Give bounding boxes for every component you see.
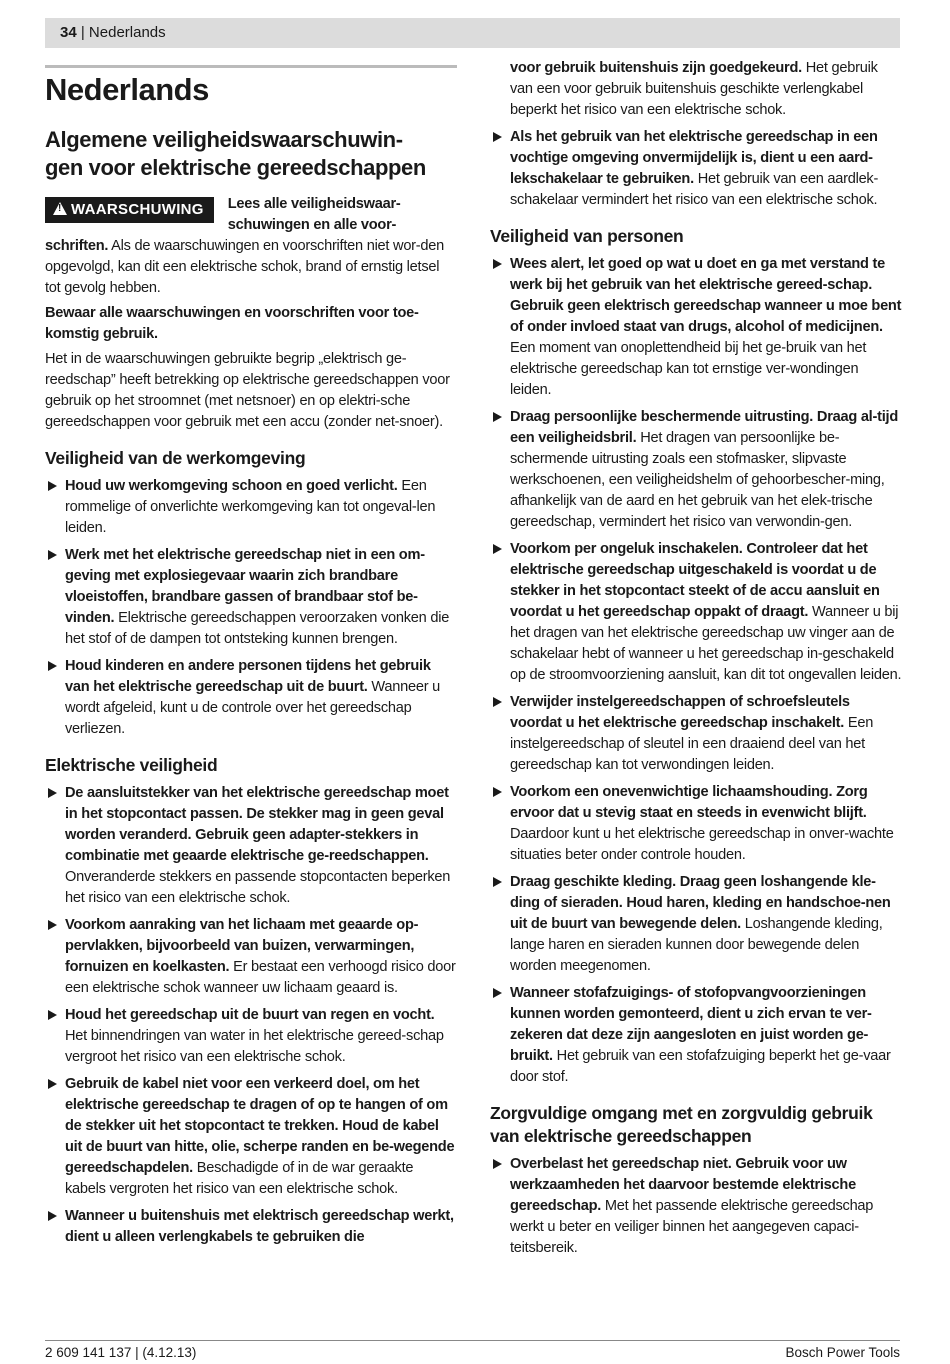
section-title-line1: Algemene veiligheidswaarschuwin-	[45, 127, 403, 152]
item-text: Het gebruik van een stofafzuiging beperkt het ge-vaar door stof.	[510, 1048, 891, 1085]
list-item	[490, 407, 902, 533]
item-text: Wanneer u wordt afgeleid, kunt u de controle over het gereedschap verliezen.	[65, 679, 441, 737]
item-bold: Overbelast het gereedschap niet. Gebruik voor uw werkzaamheden het daarvoor bestemde elektrische gereedschap.	[510, 1156, 856, 1214]
list-item	[45, 545, 457, 650]
list-item	[490, 539, 902, 686]
heading-personal: Veiligheid van personen	[490, 226, 684, 246]
item-text: Het dragen van persoonlijke be-schermende uitrusting zoals een stofmasker, slipvaste werkschoenen, een veiligheidshelm of gehoorbescher-ming, afhankelijk van de aard en het gebruik van het elek-trische gereedschap, vermindert het risico van verwondin-gen.	[510, 430, 885, 530]
item-text: Wanneer u bij het dragen van het elektrische gereedschap uw vinger aan de schakelaar hebt of wanneer u het gereedschap in-geschakeld op de stroomvoorziening aansluit, kan dit tot ongevallen leiden.	[510, 604, 902, 683]
heading-electrical: Elektrische veiligheid	[45, 755, 218, 775]
left-column	[45, 56, 457, 1254]
keep-instructions	[45, 303, 457, 345]
list-item	[45, 1074, 457, 1200]
item-text: Een instelgereedschap of sleutel in een draaiend deel van het gereedschap kan tot verwondingen leiden.	[510, 715, 874, 773]
page-header	[45, 18, 900, 48]
heading-careful-use: Zorgvuldige omgang met en zorgvuldig gebruik van elektrische gereedschappen	[490, 1103, 873, 1146]
list-item	[490, 127, 902, 211]
warning-triangle-icon	[53, 202, 67, 215]
item-bold: Werk met het elektrische gereedschap niet in een om-geving met explosiegevaar waarin zich brandbare vloeistoffen, brandbare gassen of brandbaar stof be-vinden.	[65, 547, 425, 626]
header-separator: |	[76, 24, 89, 41]
section-title	[45, 126, 457, 182]
footer-doc-number: 2 609 141 137 | (4.12.13)	[45, 1345, 197, 1360]
list-item	[45, 1206, 457, 1248]
item-text: Het gebruik van een voor gebruik buitenshuis geschikte verlengkabel beperkt het risico van een elektrische schok.	[510, 60, 878, 118]
item-bold: Voorkom per ongeluk inschakelen. Controleer dat het elektrische gereedschap uitgeschakeld is voordat u de stekker in het stopcontact steekt of de accu aansluit en voordat u het gereedschap oppakt of draagt.	[510, 541, 880, 620]
item-bold: voor gebruik buitenshuis zijn goedgekeurd.	[510, 60, 802, 76]
warning-intro-text: Als de waarschuwingen en voorschriften niet wor-den opgevolgd, kan dit een elektrische schok, brand of ernstig letsel tot gevolg hebben.	[45, 238, 445, 296]
keep-instructions-text: Bewaar alle waarschuwingen en voorschriften voor toe-komstig gebruik.	[45, 305, 419, 342]
list-item-continued	[490, 58, 902, 121]
warning-paragraph	[45, 194, 457, 299]
item-text: Het binnendringen van water in het elektrische gereed-schap vergroot het risico van een elektrische schok.	[65, 1028, 444, 1065]
list-item	[490, 692, 902, 776]
list-item	[490, 983, 902, 1088]
list-item	[490, 1154, 902, 1259]
footer-brand: Bosch Power Tools	[785, 1345, 900, 1360]
heading-work-area: Veiligheid van de werkomgeving	[45, 448, 306, 468]
list-item	[490, 254, 902, 401]
list-item	[45, 656, 457, 740]
electrical-list	[45, 783, 457, 1248]
warning-intro-bold: Lees alle veiligheidswaar-schuwingen en alle voor-schriften.	[45, 196, 401, 254]
right-column	[490, 58, 902, 1265]
work-area-list	[45, 476, 457, 740]
warning-badge	[45, 197, 214, 223]
item-text: Er bestaat een verhoogd risico door een elektrische schok wanneer uw lichaam geaard is.	[65, 959, 456, 996]
item-bold: Houd uw werkomgeving schoon en goed verlicht.	[65, 478, 398, 494]
item-bold: Als het gebruik van het elektrische gereedschap in een vochtige omgeving onvermijdelijk is, dient u een aard-lekschakelaar te gebruiken.	[510, 129, 878, 187]
item-bold: De aansluitstekker van het elektrische gereedschap moet in het stopcontact passen. De stekker mag in geen geval worden veranderd. Gebruik geen adapter-stekkers in combinatie met geaarde elektrische ge-reedschappen.	[65, 785, 449, 864]
item-text: Onveranderde stekkers en passende stopcontacten beperken het risico van een elektrische schok.	[65, 869, 451, 906]
item-bold: Gebruik de kabel niet voor een verkeerd doel, om het elektrische gereedschap te dragen of op te hangen of om de stekker uit het stopcontact te trekken. Houd de kabel uit de buurt van hitte, olie, scherpe randen en be-wegende gereedschapdelen.	[65, 1076, 455, 1176]
list-item	[490, 782, 902, 866]
list-item	[45, 1005, 457, 1068]
electrical-list-continued	[490, 58, 902, 211]
item-text: Loshangende kleding, lange haren en sieraden kunnen door bewegende delen worden meegenomen.	[510, 916, 883, 974]
warning-label: WAARSCHUWING	[71, 201, 204, 218]
item-text: Beschadigde of in de war geraakte kabels vergroten het risico van een elektrische schok.	[65, 1160, 414, 1197]
item-bold: Voorkom een onevenwichtige lichaamshouding. Zorg ervoor dat u stevig staat en steeds in evenwicht blijft.	[510, 784, 868, 821]
item-bold: Verwijder instelgereedschappen of schroefsleutels voordat u het elektrische gereedschap inschakelt.	[510, 694, 850, 731]
list-item	[490, 872, 902, 977]
item-text: Het gebruik van een aardlek-schakelaar vermindert het risico van een elektrische schok.	[510, 171, 879, 208]
personal-list	[490, 254, 902, 1088]
header-language: Nederlands	[88, 24, 166, 41]
item-text: Met het passende elektrische gereedschap werkt u beter en veiliger binnen het aangegeven capaci-teitsbereik.	[510, 1198, 874, 1256]
item-bold: Draag geschikte kleding. Draag geen loshangende kle-ding of sieraden. Houd haren, kleding en handschoe-nen uit de buurt van bewegende delen.	[510, 874, 891, 932]
careful-use-list	[490, 1154, 902, 1259]
definition-paragraph: Het in de waarschuwingen gebruikte begrip „elektrisch ge-reedschap” heeft betrekking op elektrische gereedschappen voor gebruik op het stroomnet (met netsnoer) en op elektri-sche gereedschappen voor gebruik met een accu (zonder net-snoer).	[45, 351, 450, 430]
item-text: Een rommelige of onverlichte werkomgeving kan tot ongeval-len leiden.	[65, 478, 436, 536]
section-title-line2: gen voor elektrische gereedschappen	[45, 155, 426, 180]
item-bold: Houd kinderen en andere personen tijdens het gebruik van het elektrische gereedschap uit de buurt.	[65, 658, 431, 695]
list-item	[45, 476, 457, 539]
page-header-text	[60, 24, 166, 41]
item-bold: Wanneer stofafzuigings- of stofopvangvoorzieningen kunnen worden gemonteerd, dient u zich ervan te ver-zekeren dat deze zijn aangesloten en juist worden ge-bruikt.	[510, 985, 872, 1064]
list-item	[45, 915, 457, 999]
item-bold: Draag persoonlijke beschermende uitrusting. Draag al-tijd een veiligheidsbril.	[510, 409, 898, 446]
item-text: Een moment van onoplettendheid bij het ge-bruik van het elektrische gereedschap kan tot ernstige ver-wondingen leiden.	[510, 340, 867, 398]
item-bold: Wees alert, let goed op wat u doet en ga met verstand te werk bij het gebruik van het elektrische gereed-schap. Gebruik geen elektrisch gereedschap wanneer u moe bent of onder invloed staat van drugs, alcohol of medicijnen.	[510, 256, 902, 335]
item-bold: Wanneer u buitenshuis met elektrisch gereedschap werkt, dient u alleen verlengkabels te gebruiken die	[65, 1208, 454, 1245]
item-bold: Voorkom aanraking van het lichaam met geaarde op-pervlakken, bijvoorbeeld van buizen, verwarmingen, fornuizen en koelkasten.	[65, 917, 419, 975]
item-bold: Houd het gereedschap uit de buurt van regen en vocht.	[65, 1007, 435, 1023]
footer-rule	[45, 1340, 900, 1341]
page-title: Nederlands	[45, 72, 209, 107]
page-number: 34	[60, 24, 77, 41]
list-item	[45, 783, 457, 909]
item-text: Elektrische gereedschappen veroorzaken vonken die het stof of de dampen tot ontsteking kunnen brengen.	[65, 610, 450, 647]
item-text: Daardoor kunt u het elektrische gereedschap in onver-wachte situaties beter onder controle houden.	[510, 826, 894, 863]
